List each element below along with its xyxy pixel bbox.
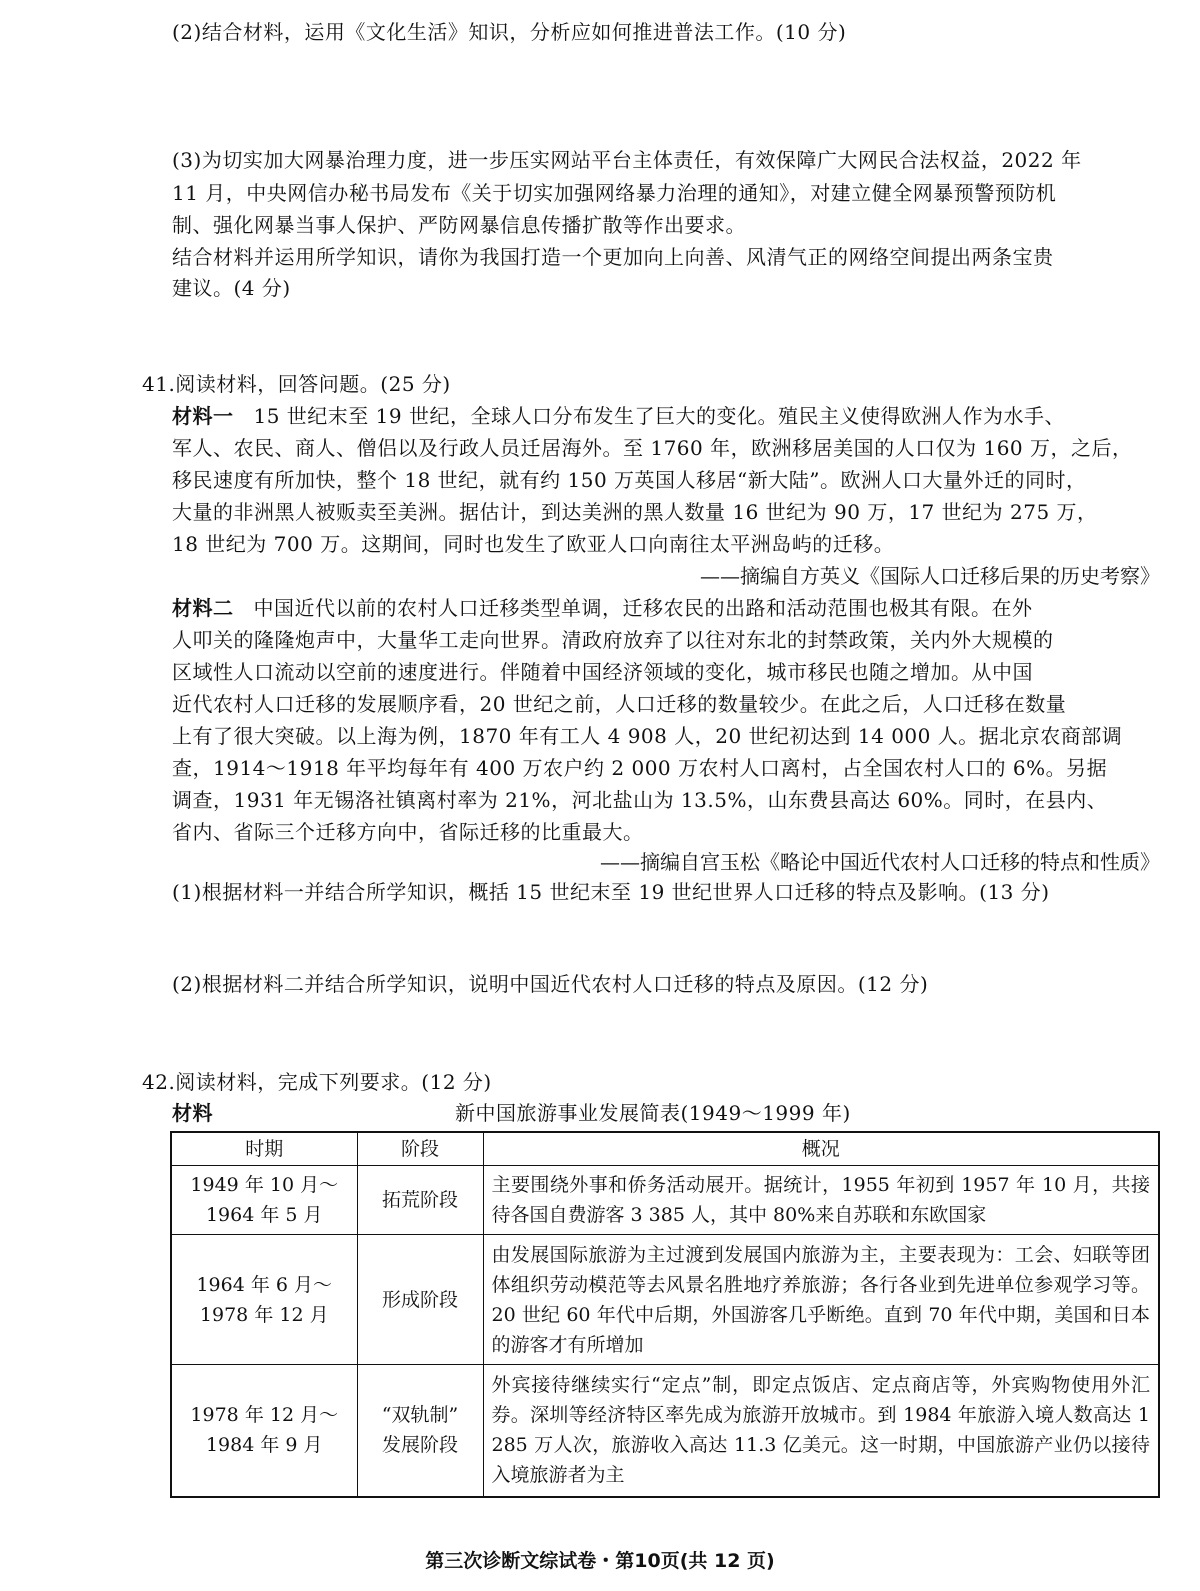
q40-part3-line: 建议。(4 分) [172, 276, 291, 300]
table-cell-summary: 主要围绕外事和侨务活动展开。据统计，1955 年初到 1957 年 10 月，共接待各国自费游客 3 385 人，其中 80%来自苏联和东欧国家 [483, 1166, 1159, 1235]
q42-table [170, 1131, 1160, 1498]
period-line: 1964 年 6 月～ [196, 1273, 333, 1296]
q41-m2-line: 查，1914～1918 年平均每年有 400 万农户约 2 000 万农村人口离村，占全国农村人口的 6%。另据 [172, 756, 1108, 780]
q41-m2-source: ——摘编自宫玉松《略论中国近代农村人口迁移的特点和性质》 [600, 850, 1160, 874]
q41-m1-source: ——摘编自方英义《国际人口迁移后果的历史考察》 [700, 564, 1160, 588]
q41-heading: 41.阅读材料，回答问题。(25 分) [142, 372, 451, 396]
q40-part2: (2)结合材料，运用《文化生活》知识，分析应如何推进普法工作。(10 分) [172, 20, 847, 44]
table-cell-stage [357, 1235, 483, 1365]
q40-part3-line: 制、强化网暴当事人保护、严防网暴信息传播扩散等作出要求。 [172, 213, 746, 237]
q41-m2-label: 材料二 [172, 596, 234, 620]
stage-line: 拓荒阶段 [381, 1189, 458, 1211]
table-cell-summary: 外宾接待继续实行“定点”制，即定点饭店、定点商店等，外宾购物使用外汇券。深圳等经济特区率先成为旅游开放城市。到 1984 年旅游入境人数高达 1 285 万人次，旅游收入高达 11.3 亿美元。这一时期，中国旅游产业仍以接待入境旅游者为主 [483, 1365, 1159, 1497]
table-cell-period [171, 1365, 357, 1497]
q41-m2-line: 上有了很大突破。以上海为例，1870 年有工人 4 908 人，20 世纪初达到 14 000 人。据北京农商部调 [172, 724, 1123, 748]
stage-line: 形成阶段 [381, 1288, 458, 1311]
table-cell-period [171, 1235, 357, 1365]
page-footer: 第三次诊断文综试卷・第10页(共 12 页) [425, 1550, 775, 1572]
period-line: 1964 年 5 月 [205, 1204, 323, 1226]
q40-part3-line: 结合材料并运用所学知识，请你为我国打造一个更加向上向善、风清气正的网络空间提出两条宝贵 [172, 245, 1054, 269]
q40-part3-line: 11 月，中央网信办秘书局发布《关于切实加强网络暴力治理的通知》，对建立健全网暴预警预防机 [172, 181, 1057, 205]
stage-line: “双轨制” [381, 1404, 459, 1427]
q42-material-label: 材料 [172, 1101, 213, 1125]
table-header-row [171, 1132, 1159, 1166]
table-cell-stage [357, 1365, 483, 1497]
q41-m1-line: 大量的非洲黑人被贩卖至美洲。据估计，到达美洲的黑人数量 16 世纪为 90 万，17 世纪为 275 万， [172, 500, 1098, 524]
q41-part2: (2)根据材料二并结合所学知识，说明中国近代农村人口迁移的特点及原因。(12 分) [172, 972, 929, 996]
period-line: 1949 年 10 月～ [190, 1174, 339, 1196]
table-cell-summary: 由发展国际旅游为主过渡到发展国内旅游为主，主要表现为：工会、妇联等团体组织劳动模范等去风景名胜地疗养旅游；各行各业到先进单位参观学习等。20 世纪 60 年代中后期，外国游客几乎断绝。直到 70 年代中期，美国和日本的游客才有所增加 [483, 1235, 1159, 1365]
q42-heading: 42.阅读材料，完成下列要求。(12 分) [142, 1070, 492, 1094]
table-header-summary: 概况 [483, 1132, 1159, 1166]
q41-m2-line: 区域性人口流动以空前的速度进行。伴随着中国经济领域的变化，城市移民也随之增加。从中国 [172, 660, 1033, 684]
q40-part3-line: (3)为切实加大网暴治理力度，进一步压实网站平台主体责任，有效保障广大网民合法权益，2022 年 [172, 148, 1082, 172]
q41-m2-line: 中国近代以前的农村人口迁移类型单调，迁移农民的出路和活动范围也极其有限。在外 [253, 596, 1033, 620]
period-line: 1984 年 9 月 [205, 1434, 323, 1457]
q41-part1: (1)根据材料一并结合所学知识，概括 15 世纪末至 19 世纪世界人口迁移的特点及影响。(13 分) [172, 880, 1050, 904]
q41-m2-line: 近代农村人口迁移的发展顺序看，20 世纪之前，人口迁移的数量较少。在此之后，人口迁移在数量 [172, 692, 1067, 716]
q41-m2-line: 省内、省际三个迁移方向中，省际迁移的比重最大。 [172, 820, 644, 844]
table-row [171, 1166, 1159, 1235]
table-cell-period [171, 1166, 357, 1235]
q41-m2-line: 调查，1931 年无锡洛社镇离村率为 21%，河北盐山为 13.5%，山东费县高达 60%。同时，在县内、 [172, 788, 1108, 812]
q41-m1-line: 15 世纪末至 19 世纪，全球人口分布发生了巨大的变化。殖民主义使得欧洲人作为水手、 [253, 404, 1065, 428]
table-cell-stage [357, 1166, 483, 1235]
q41-m1-first-line [172, 402, 1065, 430]
stage-line: 发展阶段 [381, 1434, 458, 1457]
q41-m1-line: 军人、农民、商人、僧侣以及行政人员迁居海外。至 1760 年，欧洲移居美国的人口仅为 160 万，之后， [172, 436, 1133, 460]
q41-m2-first-line [172, 594, 1033, 622]
q41-m1-label: 材料一 [172, 404, 234, 428]
period-line: 1978 年 12 月 [199, 1303, 329, 1326]
table-header-period: 时期 [171, 1132, 357, 1166]
q42-table-title: 新中国旅游事业发展简表(1949～1999 年) [455, 1101, 851, 1125]
q41-m1-line: 移民速度有所加快，整个 18 世纪，就有约 150 万英国人移居“新大陆”。欧洲人口大量外迁的同时， [172, 468, 1087, 492]
q41-m2-line: 人叩关的隆隆炮声中，大量华工走向世界。清政府放弃了以往对东北的封禁政策，关内外大规模的 [172, 628, 1054, 652]
table-row [171, 1365, 1159, 1497]
period-line: 1978 年 12 月～ [190, 1404, 339, 1427]
q41-m1-line: 18 世纪为 700 万。这期间，同时也发生了欧亚人口向南往太平洲岛屿的迁移。 [172, 532, 895, 556]
table-row [171, 1235, 1159, 1365]
table-header-stage: 阶段 [357, 1132, 483, 1166]
